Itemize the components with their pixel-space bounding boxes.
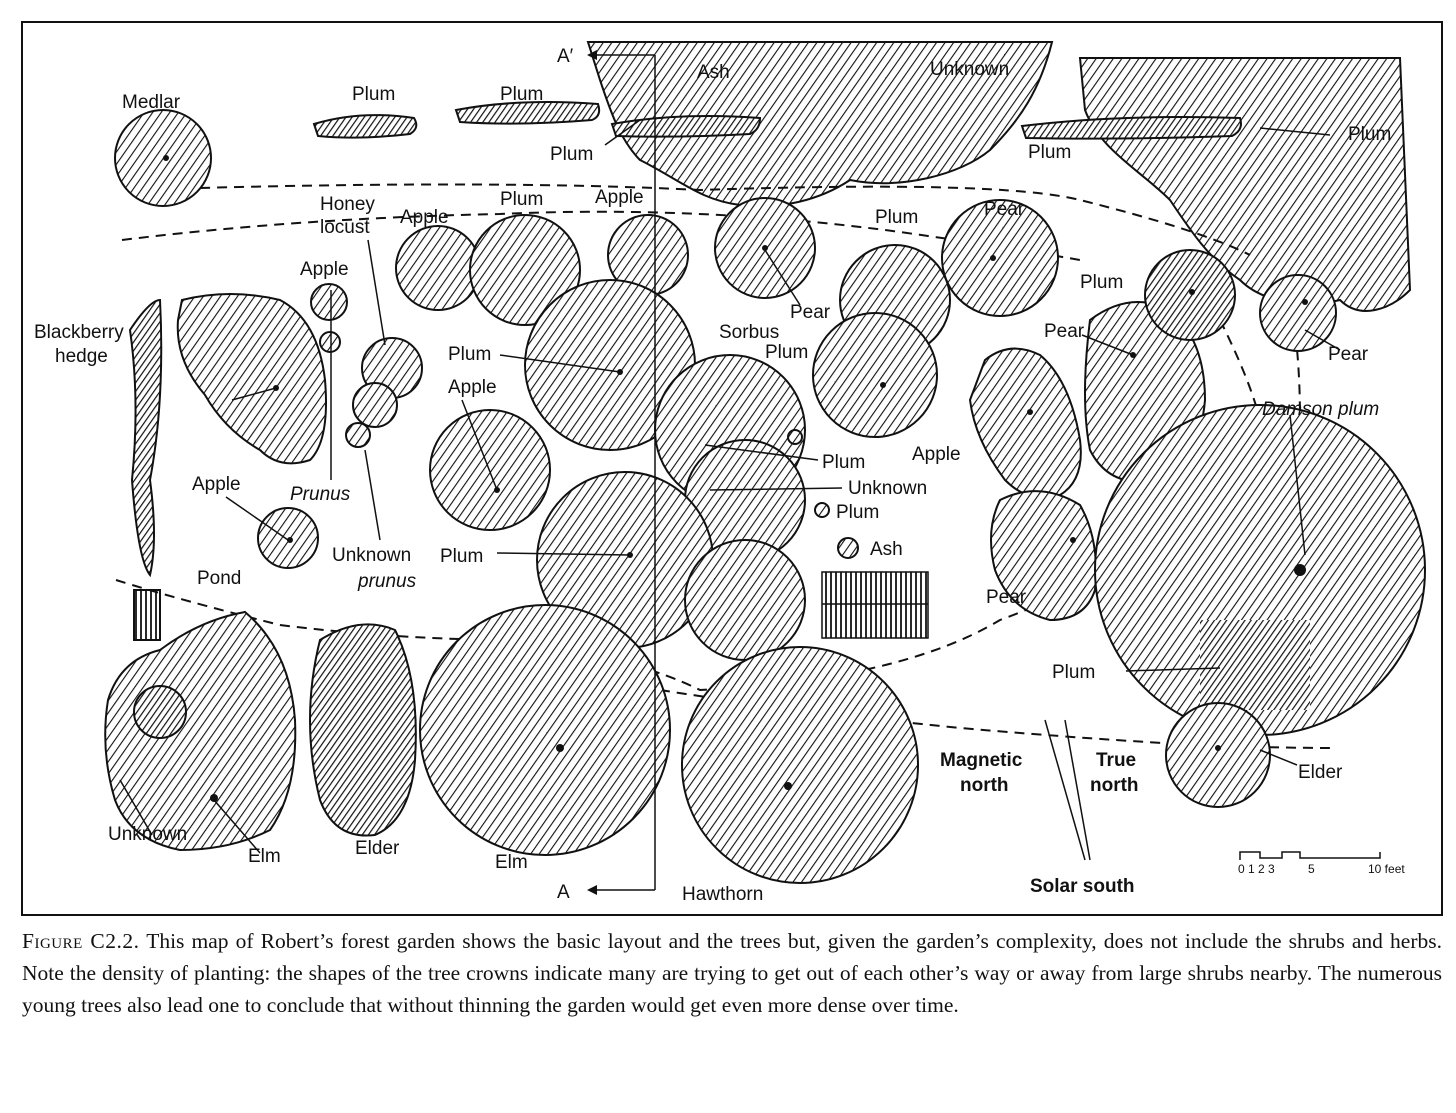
path-boundary-second [122,212,1080,260]
apple-crown-large [178,294,326,463]
label-plum: Plum [822,452,866,473]
label-plum: Plum [550,144,594,165]
label-hawthorn: Hawthorn [682,884,764,905]
trunk [1070,537,1076,543]
label-elder: Elder [355,838,400,859]
label-plum: Plum [352,84,396,105]
unknown-prunus-crown [346,423,370,447]
label-plum: Plum [440,546,484,567]
scale-bar [1240,852,1380,860]
label-honey-locust: locust [320,217,370,238]
trunk [880,382,886,388]
label-true-north: True [1096,750,1137,771]
pear-crown-tr [1260,275,1336,351]
magnetic-north-line [1045,720,1085,860]
label-plum: Plum [875,207,919,228]
arrow-icon [587,885,597,895]
label-pear: Pear [1044,321,1085,342]
label-apple: Apple [400,207,449,228]
trunk [556,744,564,752]
scale-label: 5 [1308,862,1315,876]
hedge-post [134,590,160,640]
label-magnetic-north: Magnetic [940,750,1023,771]
plum-hedge-2 [456,102,599,124]
label-section-a: A [557,882,570,903]
apple-crown-1 [396,226,480,310]
label-plum: Plum [448,344,492,365]
label-elder: Elder [1298,762,1343,783]
label-honey-locust: Honey [320,194,375,215]
label-apple: Apple [595,187,644,208]
label-apple: Apple [192,474,241,495]
label-apple: Apple [300,259,349,280]
plum-tiny-crown [788,430,802,444]
ash-small-crown [838,538,858,558]
label-plum: Plum [836,502,880,523]
trunk [784,782,792,790]
damson-dense-patch [1200,620,1310,710]
label-unknown-prunus: prunus [358,571,417,592]
label-elm: Elm [495,852,528,873]
pond-outline [105,612,295,850]
label-ash: Ash [870,539,903,560]
label-blackberry-hedge: Blackberry [34,322,124,343]
label-unknown: Unknown [848,478,928,499]
pond-inner [134,686,186,738]
label-pear: Pear [984,199,1025,220]
hawthorn-crown [682,647,918,883]
trunk [1215,745,1221,751]
label-prunus: Prunus [290,484,351,505]
label-ash: Ash [697,62,730,83]
plum-hedge-1 [314,115,416,138]
label-plum: Plum [765,342,809,363]
plum-crown-sm [685,540,805,660]
trunk [163,155,169,161]
label-apple: Apple [448,377,497,398]
label-plum: Plum [1028,142,1072,163]
label-section-a-prime: A′ [557,46,574,67]
ash-plot [822,572,928,638]
label-blackberry-hedge: hedge [55,346,108,367]
caption-text: This map of Robert’s forest garden shows the basic layout and the trees but, given the garden’s complexity, does not include the shrubs and herbs. Note the density of planting: the shapes of the tree crowns indicate many are trying to get out of each other’s way or away from large shrubs nearby. The numerous young trees also lead one to conclude that without thinning the garden would get even more dense over time. [22,929,1442,1017]
trunk [1027,409,1033,415]
label-plum: Plum [1348,124,1392,145]
label-pear: Pear [1328,344,1369,365]
label-pear: Pear [986,587,1027,608]
prunus-crown-small [320,332,340,352]
trunk [1302,299,1308,305]
blackberry-hedge [130,300,161,575]
label-unknown: Unknown [108,824,188,845]
label-magnetic-north: north [960,775,1009,796]
pear-crown-3 [813,313,937,437]
trunk [1294,564,1306,576]
label-pond: Pond [197,568,242,589]
plum-crown-tr [1145,250,1235,340]
trunk [990,255,996,261]
label-plum: Plum [1052,662,1096,683]
trunk [1189,289,1195,295]
label-solar-south: Solar south [1030,876,1135,897]
label-sorbus: Sorbus [719,322,780,343]
label-unknown: Unknown [930,59,1010,80]
honey-locust-crown-2 [353,383,397,427]
label-damson-plum: Damson plum [1262,399,1380,420]
plum-hedge-tr [1022,117,1241,139]
elm-crown-1 [420,605,670,855]
scale-label: 10 feet [1368,862,1405,876]
label-plum: Plum [500,84,544,105]
top-right-canopy [1080,58,1410,311]
label-true-north: north [1090,775,1139,796]
apple-crown-small [311,284,347,320]
scale-label: 0 1 2 3 [1238,862,1275,876]
label-unknown-prunus: Unknown [332,545,412,566]
label-medlar: Medlar [122,92,181,113]
label-pear: Pear [790,302,831,323]
figure-caption [22,925,1442,1021]
label-apple: Apple [912,444,961,465]
true-north-line [1065,720,1090,860]
elder-crown-bottom [310,624,416,835]
label-plum: Plum [500,189,544,210]
apple-crown-right [970,349,1081,498]
plum-small-crown [815,503,829,517]
label-plum: Plum [1080,272,1124,293]
label-elm: Elm [248,846,281,867]
elder-crown-right [1166,703,1270,807]
caption-label: Figure C2.2. [22,929,140,953]
